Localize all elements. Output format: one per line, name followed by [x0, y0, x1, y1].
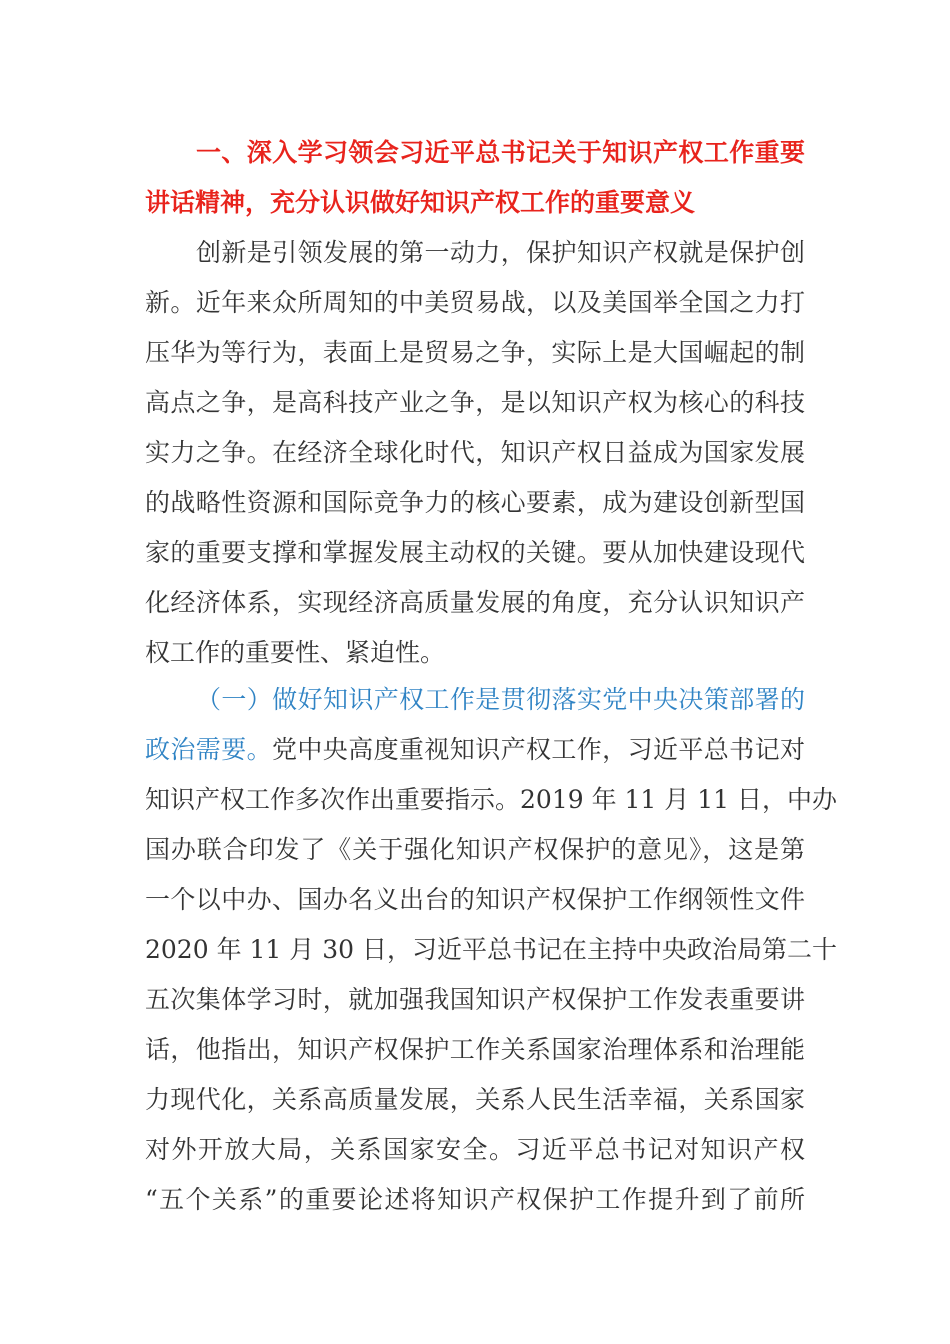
paragraph-text: 党中央高度重视知识产权工作，习近平总书记对: [272, 735, 805, 764]
paragraph-line: 家的重要支撑和掌握发展主动权的关键。要从加快建设现代: [145, 538, 805, 567]
paragraph-line: 国办联合印发了《关于强化知识产权保护的意见》，这是第: [145, 835, 805, 864]
paragraph-line: 2020 年 11 月 30 日，习近平总书记在主持中央政治局第二十: [145, 935, 837, 964]
paragraph-line: 化经济体系，实现经济高质量发展的角度，充分认识知识产: [145, 588, 805, 617]
section-heading-line-1: 一、深入学习领会习近平总书记关于知识产权工作重要: [196, 138, 805, 167]
paragraph-line: 实力之争。在经济全球化时代，知识产权日益成为国家发展: [145, 438, 805, 467]
paragraph-line: 压华为等行为，表面上是贸易之争，实际上是大国崛起的制: [145, 338, 805, 367]
paragraph-line: 高点之争，是高科技产业之争，是以知识产权为核心的科技: [145, 388, 805, 417]
paragraph-line: 力现代化，关系高质量发展，关系人民生活幸福，关系国家: [145, 1085, 805, 1114]
paragraph-line: “五个关系”的重要论述将知识产权保护工作提升到了前所: [145, 1185, 805, 1214]
paragraph-line: 权工作的重要性、紧迫性。: [145, 638, 446, 667]
subheading-line-2: 政治需要。: [145, 735, 272, 764]
paragraph-line: 知识产权工作多次作出重要指示。2019 年 11 月 11 日，中办: [145, 785, 837, 814]
paragraph-line: 一个以中办、国办名义出台的知识产权保护工作纲领性文件: [145, 885, 805, 914]
paragraph-line: 五次集体学习时，就加强我国知识产权保护工作发表重要讲: [145, 985, 805, 1014]
paragraph-line: 新。近年来众所周知的中美贸易战，以及美国举全国之力打: [145, 288, 805, 317]
paragraph-line: 对外开放大局，关系国家安全。习近平总书记对知识产权: [145, 1135, 805, 1164]
section-heading-line-2: 讲话精神，充分认识做好知识产权工作的重要意义: [145, 188, 696, 217]
paragraph-line: 话，他指出，知识产权保护工作关系国家治理体系和治理能: [145, 1035, 805, 1064]
paragraph-line: 创新是引领发展的第一动力，保护知识产权就是保护创: [196, 238, 805, 267]
paragraph-line-mixed: [145, 725, 805, 775]
subheading-line-1: （一）做好知识产权工作是贯彻落实党中央决策部署的: [196, 685, 805, 714]
paragraph-line: 的战略性资源和国际竞争力的核心要素，成为建设创新型国: [145, 488, 805, 517]
